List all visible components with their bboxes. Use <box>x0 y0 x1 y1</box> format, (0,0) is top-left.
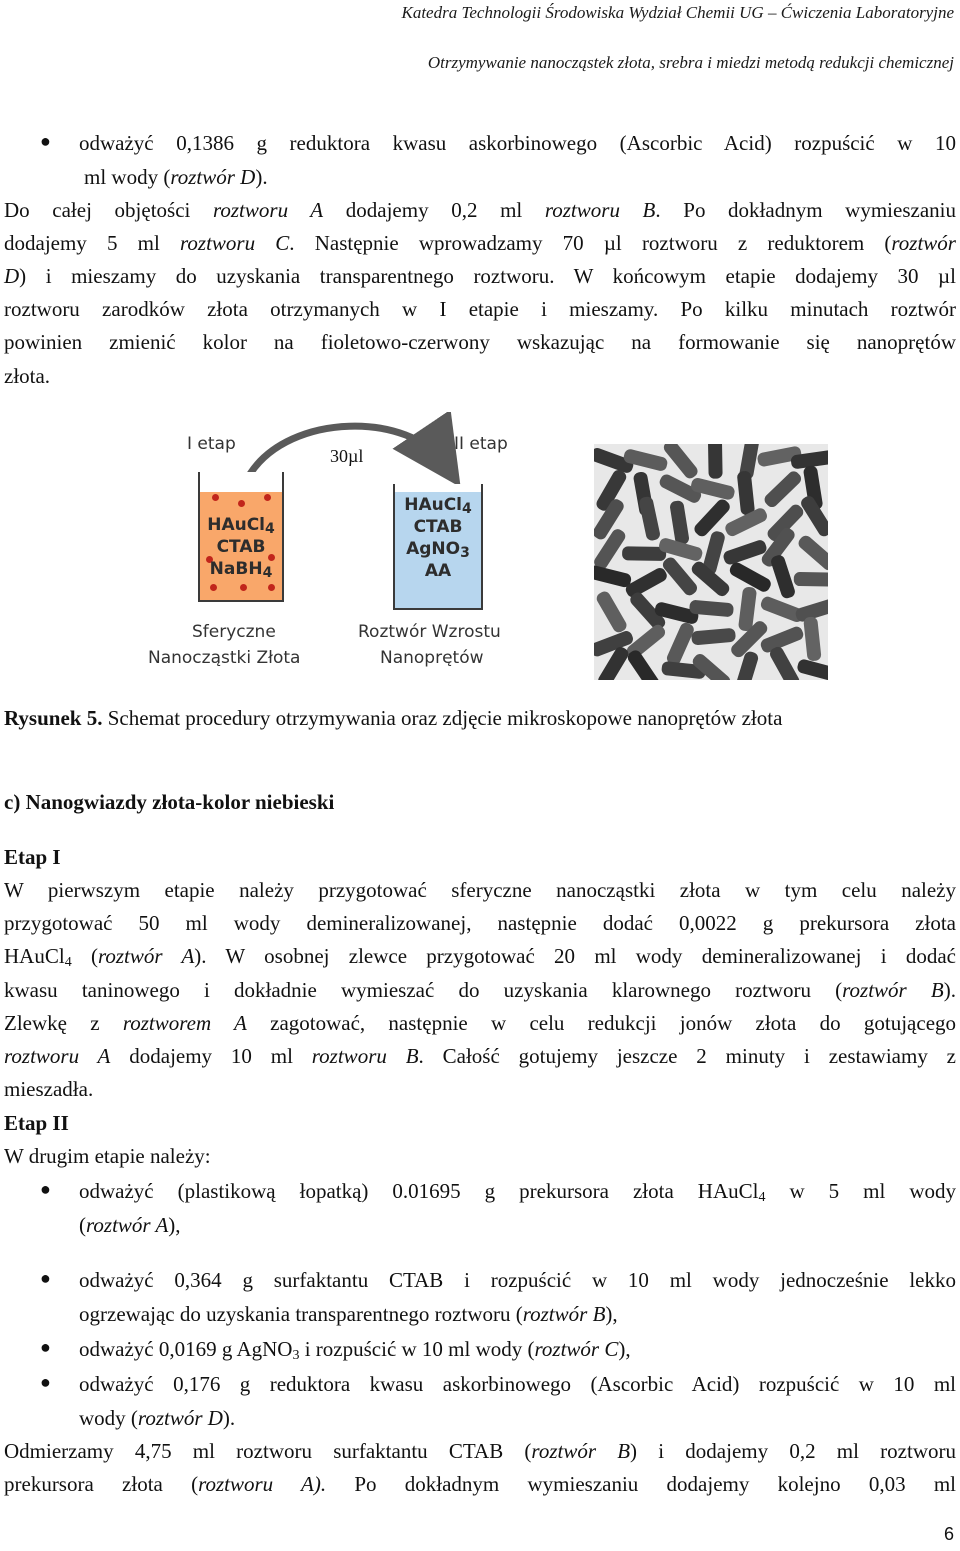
etap2-title: Etap II <box>4 1111 69 1135</box>
etap1-line1: W pierwszym etapie należy przygotować sferyczne nanocząstki złota w tym celu należy <box>4 878 956 902</box>
header-line-2: Otrzymywanie nanocząstek złota, srebra i miedzi metodą redukcji chemicznej <box>427 53 954 72</box>
nanorod <box>669 500 690 546</box>
etap1-line5: Zlewkę z roztworem A zagotować, następnie w celu redukcji jonów złota do gotującego <box>4 1011 957 1035</box>
etap2-intro: W drugim etapie należy: <box>4 1144 211 1168</box>
bullet-marker: ● <box>40 1337 51 1357</box>
seed-particle <box>238 500 245 507</box>
seed-particle <box>210 584 217 591</box>
nanorods-image <box>594 444 828 680</box>
nanorod <box>722 539 768 567</box>
etap1-line2: przygotować 50 ml wody demineralizowanej, następnie dodać 0,0022 g prekursora złota <box>4 911 956 935</box>
nanorod <box>692 497 732 539</box>
nanorod <box>768 645 802 680</box>
bullet-ascorbic-line1: odważyć 0,1386 g reduktora kwasu askorbinowego (Ascorbic Acid) rozpuścić w 10 <box>79 131 956 155</box>
nanorod <box>595 589 629 634</box>
seed-caption-line2: Nanocząstki Złota <box>148 648 301 668</box>
bullet-marker: ● <box>40 1372 51 1392</box>
nanorod <box>796 658 828 680</box>
growth-caption-line1: Roztwór Wzrostu <box>358 622 501 642</box>
tem-micrograph-nanorods <box>594 444 828 680</box>
nanorod <box>638 496 661 542</box>
etap1-line6: roztworu A dodajemy 10 ml roztworu B. Całość gotujemy jeszcze 2 minuty i zestawiamy z <box>4 1044 956 1068</box>
etap2-para-line1: Odmierzamy 4,75 ml roztworu surfaktantu CTAB (roztwór B) i dodajemy 0,2 ml roztworu <box>4 1439 956 1463</box>
seed-particle <box>240 584 247 591</box>
nanorod <box>796 533 828 572</box>
nanorod <box>665 621 696 667</box>
para1-line5: powinien zmienić kolor na fioletowo-czerwony wskazując na formowanie się nanoprętów <box>4 330 956 354</box>
nanorod <box>708 444 723 479</box>
section-c-title: c) Nanogwiazdy złota-kolor niebieski <box>4 790 335 814</box>
bullet-haucl4-line2: (roztwór A), <box>79 1213 181 1237</box>
bullet-marker: ● <box>40 1179 51 1199</box>
nanorod <box>624 566 669 600</box>
stage1-label: I etap <box>187 434 236 454</box>
figure-5 <box>140 412 830 684</box>
nanorod <box>770 554 797 600</box>
bullet-ctab-line2: ogrzewając do uzyskania transparentnego roztworu (roztwór B), <box>79 1302 618 1326</box>
seed-particle <box>268 584 275 591</box>
bullet-marker: ● <box>40 131 51 151</box>
bullet-agno3: odważyć 0,0169 g AgNO$_3$ i rozpuścić w 10 ml wody (roztwór C), <box>79 1337 631 1363</box>
seed-particle <box>212 494 219 501</box>
nanorod <box>799 494 828 539</box>
bullet-ascorbic2-line1: odważyć 0,176 g reduktora kwasu askorbinowego (Ascorbic Acid) rozpuścić w 10 ml <box>79 1372 956 1396</box>
etap1-line3: HAuCl$_4$ (roztwór A). W osobnej zlewce przygotować 20 ml wody demineralizowanej i dodać <box>4 944 956 970</box>
page-number: 6 <box>943 1524 954 1544</box>
transfer-volume-label: 30µl <box>330 446 364 466</box>
stage2-label: II etap <box>454 434 508 454</box>
etap1-title: Etap I <box>4 845 61 869</box>
nanorod <box>762 469 803 510</box>
nanorod <box>594 564 632 588</box>
para1-line2: dodajemy 5 ml roztworu C. Następnie wprowadzamy 70 µl roztworu z reduktorem (roztwór <box>4 231 956 255</box>
etap1-line4: kwasu taninowego i dokładnie wymieszać do uzyskania klarownego roztworu (roztwór B). <box>4 978 956 1002</box>
figure-caption: Rysunek 5. Schemat procedury otrzymywania oraz zdjęcie mikroskopowe nanoprętów złota <box>4 706 783 730</box>
nanorod <box>737 470 756 515</box>
para1-line1: Do całej objętości roztworu A dodajemy 0,2 ml roztworu B. Po dokładnym wymieszaniu <box>4 198 956 222</box>
nanorod <box>794 572 828 587</box>
beaker-growth-solution <box>393 484 483 610</box>
bullet-ascorbic-line2: ml wody (roztwór D). <box>84 165 268 189</box>
growth-caption-line2: Nanoprętów <box>380 648 484 668</box>
seed-caption-line1: Sferyczne <box>192 622 276 642</box>
para1-line3: D) i mieszamy do uzyskania transparentnego roztworu. W końcowym etapie dodajemy 30 µl <box>4 264 956 288</box>
bullet-marker: ● <box>40 1268 51 1288</box>
seed-reagents: HAuCl$_4$ CTAB NaBH$_4$ <box>207 515 275 581</box>
beaker-seed-solution <box>198 472 284 602</box>
etap2-para-line2: prekursora złota (roztworu A). Po dokładnym wymieszaniu dodajemy kolejno 0,03 ml <box>4 1472 956 1496</box>
nanorod <box>691 628 736 646</box>
bullet-ctab-line1: odważyć 0,364 g surfaktantu CTAB i rozpuścić w 10 ml wody jednocześnie lekko <box>79 1268 956 1292</box>
nanorod <box>803 616 822 661</box>
bullet-haucl4-line1: odważyć (plastikową łopatką) 0.01695 g prekursora złota HAuCl$_4$ w 5 ml wody <box>79 1179 957 1205</box>
para1-line4: roztworu zarodków złota otrzymanych w I etapie i mieszamy. Po kilku minutach roztwór <box>4 297 956 321</box>
para1-line6: złota. <box>4 364 51 388</box>
nanorod <box>625 648 661 680</box>
header-line-1: Katedra Technologii Środowiska Wydział Chemii UG – Ćwiczenia Laboratoryjne <box>401 3 954 22</box>
etap1-line7: mieszadła. <box>4 1077 94 1101</box>
bullet-ascorbic2-line2: wody (roztwór D). <box>79 1406 236 1430</box>
seed-particle <box>264 494 271 501</box>
growth-reagents: HAuCl$_4$ CTAB AgNO$_3$ AA <box>404 495 472 581</box>
